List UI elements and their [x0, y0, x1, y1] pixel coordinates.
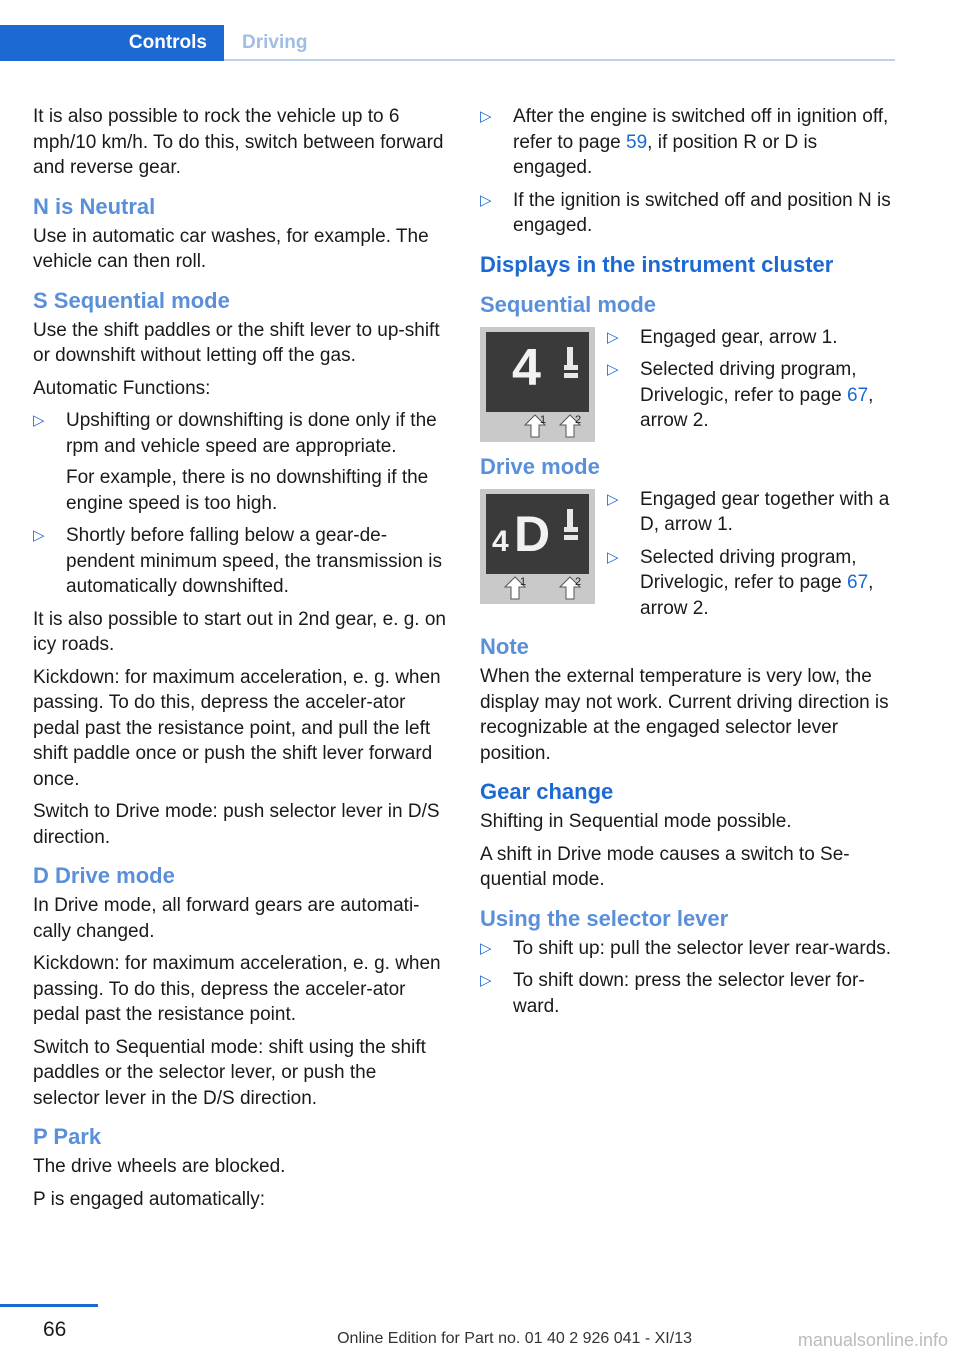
list-item: ▷ To shift up: pull the selector lever rear-wards. — [480, 936, 895, 962]
page-link-59[interactable]: 59 — [626, 131, 648, 153]
list-item: ▷ To shift down: press the selector lever for-ward. — [480, 970, 865, 1017]
triangle-bullet-icon: ▷ — [607, 361, 619, 378]
triangle-bullet-icon: ▷ — [480, 972, 492, 989]
page-number: 66 — [43, 1318, 67, 1341]
svg-text:1: 1 — [520, 575, 527, 588]
heading-drive-display: Drive mode — [480, 453, 600, 479]
heading-seq-display: Sequential mode — [480, 291, 657, 317]
paragraph-rock: It is also possible to rock the vehicle up to 6 mph/10 km/h. To do this, switch between forward and reverse gear. — [33, 106, 444, 178]
paragraph-kickdown-2: Kickdown: for maximum acceleration, e. g. when passing. To do this, depress the acceler-ator pedal past the resistance point. — [33, 953, 441, 1025]
paragraph-note: When the external temperature is very low, the display may not work. Current driving direction is recognizable at the engaged selector lever position. — [480, 666, 889, 764]
list-item: ▷ After the engine is switched off in ignition off, refer to page 59, if position R or D is engaged. — [480, 106, 889, 178]
heading-gear-change: Gear change — [480, 779, 614, 804]
watermark: manualsonline.info — [797, 1330, 948, 1350]
heading-displays: Displays in the instrument cluster — [480, 251, 834, 277]
auto-functions-list — [33, 408, 448, 600]
svg-text:2: 2 — [575, 413, 582, 426]
triangle-bullet-icon: ▷ — [607, 548, 619, 566]
tab-driving[interactable]: Driving — [242, 32, 308, 53]
drive-letter: D — [514, 505, 551, 562]
triangle-bullet-icon: ▷ — [480, 939, 492, 957]
paragraph-gear-1: Shifting in Sequential mode possible. — [480, 811, 792, 832]
paragraph-auto-functions: Automatic Functions: — [33, 377, 211, 399]
header-tabs — [0, 25, 895, 61]
triangle-bullet-icon: ▷ — [33, 412, 45, 429]
left-column — [33, 104, 448, 1219]
heading-note: Note — [480, 634, 529, 659]
list-item: ▷ Selected driving program, Drivelogic, refer to page 67, arrow 2. — [607, 359, 874, 431]
park-conditions-list — [480, 104, 895, 239]
triangle-bullet-icon: ▷ — [480, 108, 492, 125]
seq-display-list — [607, 325, 895, 434]
triangle-bullet-icon: ▷ — [607, 328, 619, 346]
paragraph-gear-2: A shift in Drive mode causes a switch to Se-quential mode. — [480, 843, 850, 890]
drive-display-block — [480, 487, 895, 622]
svg-text:1: 1 — [540, 413, 547, 426]
gear-number: 4 — [512, 338, 541, 397]
paragraph-park-2: P is engaged automatically: — [33, 1188, 266, 1210]
paragraph-kickdown-1: Kickdown: for maximum acceleration, e. g. when passing. To do this, depress the acceler-ator pedal past the resistance point, and pull the left shift paddle once or push the shift lever forward once. — [33, 666, 441, 790]
heading-park: P Park — [33, 1124, 102, 1149]
sequential-display-image — [480, 327, 595, 442]
heading-neutral: N is Neutral — [33, 193, 156, 219]
seq-display-block — [480, 325, 895, 441]
triangle-bullet-icon: ▷ — [33, 527, 45, 544]
page-link-67[interactable]: 67 — [847, 384, 869, 406]
right-column — [480, 104, 895, 1026]
heading-selector-lever: Using the selector lever — [480, 905, 729, 931]
list-item: ▷ Engaged gear together with a D, arrow 1. — [607, 488, 890, 535]
page-link-67[interactable]: 67 — [847, 572, 869, 593]
list-item: ▷ Shortly before falling below a gear-de-pendent minimum speed, the transmission is automatically downshifted. — [33, 525, 442, 597]
list-item: ▷ Selected driving program, Drivelogic, refer to page 67, arrow 2. — [607, 546, 874, 619]
gear-number: 4 — [492, 524, 509, 558]
header-rule — [224, 59, 895, 61]
svg-text:2: 2 — [575, 575, 582, 588]
paragraph-sequential: Use the shift paddles or the shift lever to up-shift or downshift without letting off the gas. — [33, 319, 440, 366]
paragraph-switch-drive: Switch to Drive mode: push selector lever in D/S direction. — [33, 801, 440, 848]
selector-lever-list — [480, 936, 895, 1020]
list-item: ▷ Engaged gear, arrow 1. — [607, 325, 895, 351]
tab-controls[interactable]: Controls — [0, 25, 224, 61]
triangle-bullet-icon: ▷ — [480, 191, 492, 209]
paragraph-2nd-gear: It is also possible to start out in 2nd gear, e. g. on icy roads. — [33, 608, 446, 655]
heading-drive: D Drive mode — [33, 863, 175, 888]
drive-display-list — [607, 487, 895, 622]
paragraph-switch-sequential: Switch to Sequential mode: shift using the shift paddles or the selector lever, or push the selector lever in the D/S direction. — [33, 1036, 426, 1109]
list-item: ▷ Upshifting or downshifting is done only if the rpm and vehicle speed are appropriate. For example, there is no downshifting if the engine speed is too high. — [33, 410, 437, 514]
heading-sequential: S Sequential mode — [33, 287, 230, 313]
edition-text: Online Edition for Part no. 01 40 2 926 041 - XI/13 — [337, 1330, 692, 1347]
paragraph-park-1: The drive wheels are blocked. — [33, 1156, 286, 1177]
drive-display-image — [480, 489, 595, 604]
paragraph-drive: In Drive mode, all forward gears are automati-cally changed. — [33, 895, 420, 942]
list-item: ▷ If the ignition is switched off and position N is engaged. — [480, 189, 891, 236]
paragraph-neutral: Use in automatic car washes, for example. The vehicle can then roll. — [33, 225, 429, 272]
footer-rule — [0, 1304, 98, 1307]
triangle-bullet-icon: ▷ — [607, 490, 619, 508]
